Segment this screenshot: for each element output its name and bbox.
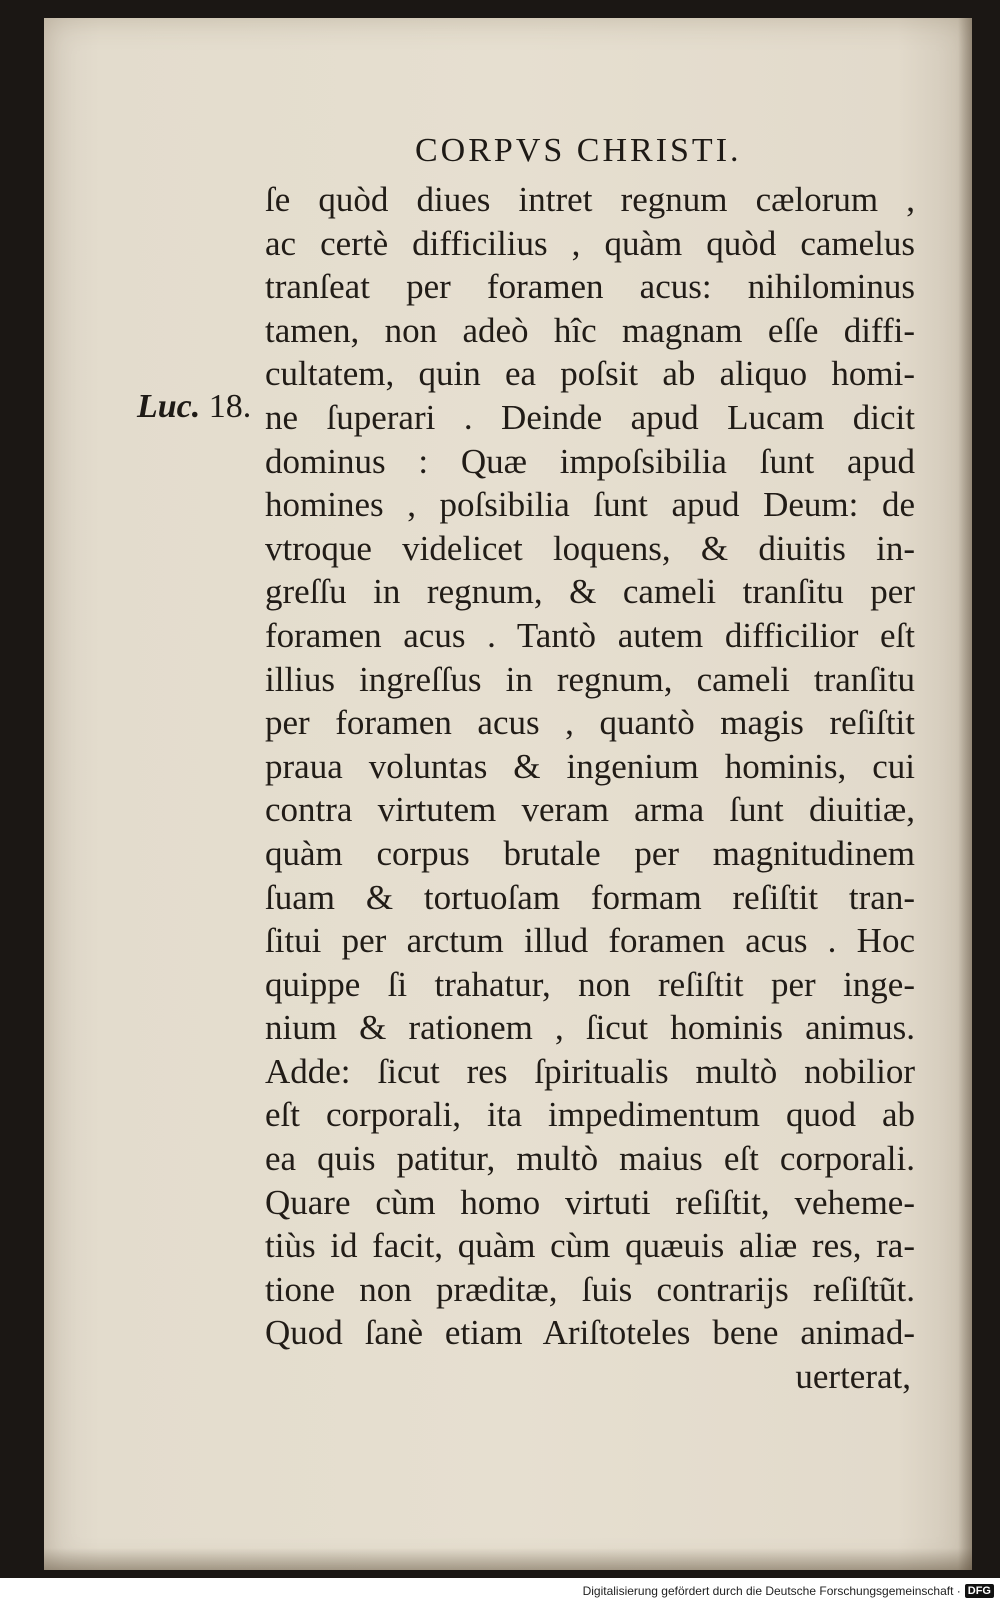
text-line: ne ſuperari . Deinde apud Lucam dicit [265,397,915,437]
text-line: quàm corpus brutale per magnitudinem [265,833,915,873]
text-line: nium & rationem , ſicut hominis animus. [265,1008,915,1048]
page-edge-shadow [958,18,972,1570]
marginal-note [137,388,251,426]
text-line: homines , poſsibilia ſunt apud Deum: de [265,485,915,525]
marginal-note-abbr: Luc. [137,388,201,425]
text-line: Quare cùm homo virtuti reſiſtit, veheme- [265,1182,915,1222]
text-line: praua voluntas & ingenium hominis, cui [265,746,915,786]
text-line: ea quis patitur, multò maius eſt corporali. [265,1139,915,1179]
text-line: illius ingreſſus in regnum, cameli tranſitu [265,659,915,699]
running-header: CORPVS CHRISTI. [415,132,742,169]
text-line: tione non præditæ, ſuis contrarijs reſiſtũt. [265,1269,915,1309]
text-line: foramen acus . Tantò autem difficilior eſt [265,615,915,655]
text-line: tamen, non adeò hîc magnam eſſe diffi- [265,310,915,350]
text-line: Adde: ſicut res ſpiritualis multò nobilior [265,1051,915,1091]
text-line: Quod ſanè etiam Ariſtoteles bene animad- [265,1313,915,1353]
text-line: ſe quòd diues intret regnum cælorum , [265,180,915,219]
catchword: uerterat, [795,1357,911,1397]
text-line: dominus : Quæ impoſsibilia ſunt apud [265,441,915,481]
text-line: ſuam & tortuoſam formam reſiſtit tran- [265,877,915,917]
text-line: cultatem, quin ea poſsit ab aliquo homi- [265,354,915,394]
main-text [265,178,915,1399]
digitization-footer [0,1578,1000,1604]
text-line: ſitui per arctum illud foramen acus . Hoc [265,921,915,961]
text-line: greſſu in regnum, & cameli tranſitu per [265,572,915,612]
text-line: per foramen acus , quantò magis reſiſtit [265,703,915,743]
text-line: contra virtutem veram arma ſunt diuitiæ, [265,790,915,830]
text-line: vtroque videlicet loquens, & diuitis in- [265,528,915,568]
footer-credit-text: Digitalisierung gefördert durch die Deutsche Forschungsgemeinschaft · [582,1584,961,1598]
marginal-note-number: 18. [208,388,252,425]
text-line: quippe ſi trahatur, non reſiſtit per inge- [265,964,915,1004]
text-line: tranſeat per foramen acus: nihilominus [265,267,915,307]
dfg-logo-icon: DFG [965,1584,994,1598]
page-bottom-shadow [44,1548,972,1570]
text-line: tiùs id facit, quàm cùm quæuis aliæ res, ra- [265,1226,915,1266]
text-line: eſt corporali, ita impedimentum quod ab [265,1095,915,1135]
text-line: ac certè difficilius , quàm quòd camelus [265,223,915,263]
